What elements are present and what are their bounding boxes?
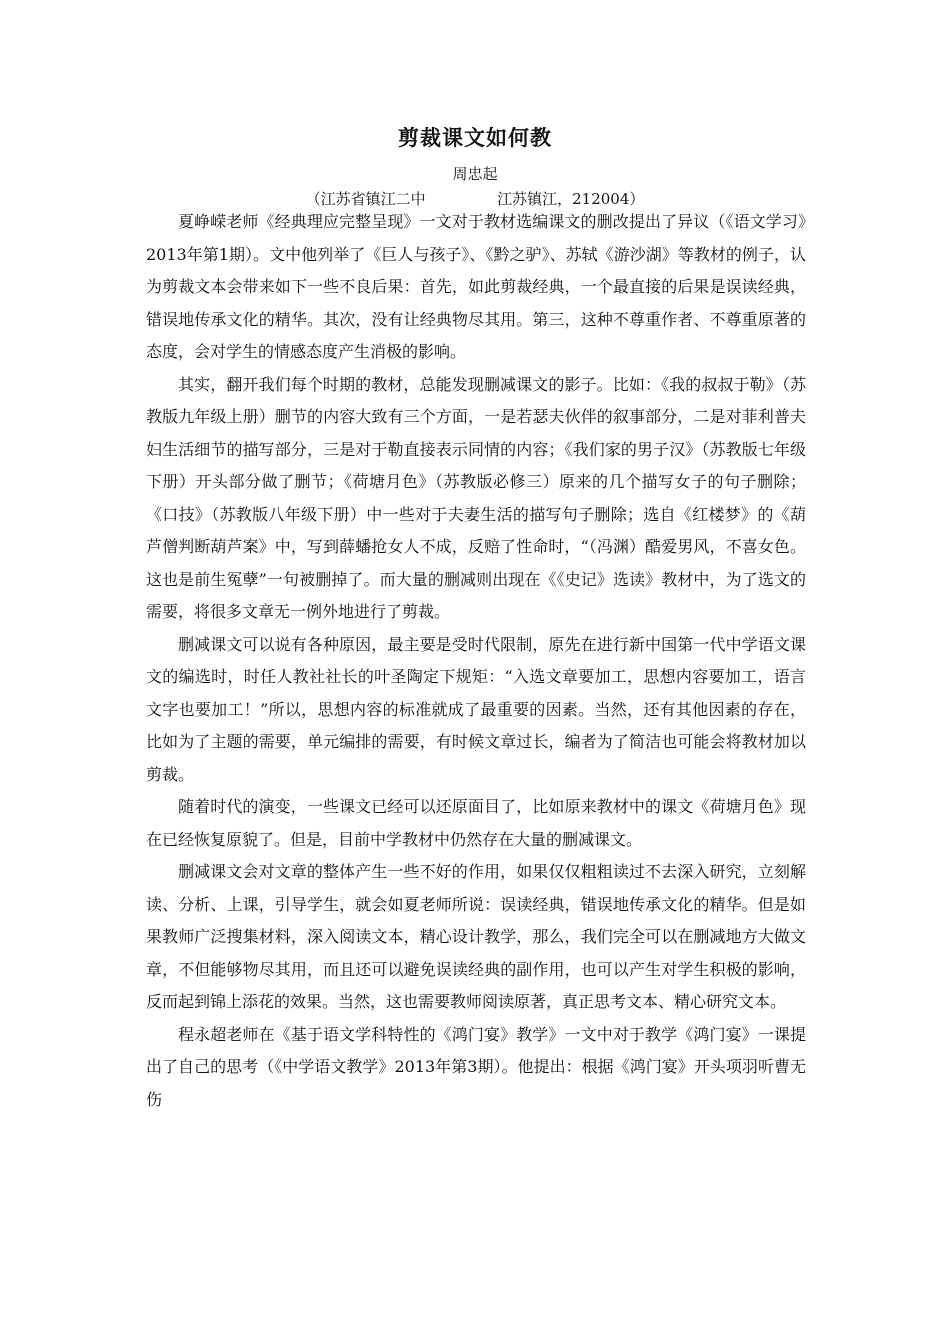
paragraph: 其实，翻开我们每个时期的教材，总能发现删减课文的影子。比如：《我的叔叔于勒》（苏教版九年级上册）删节的内容大致有三个方面，一是若瑟夫伙伴的叙事部分，二是对菲利普夫妇生活细节的描写部分，三是对于勒直接表示同情的内容；《我们家的男子汉》（苏教版七年级下册）开头部分做了删节；《荷塘月色》（苏教版必修三）原来的几个描写女子的句子删除；《口技》（苏教版八年级下册）中一些对于夫妻生活的描写句子删除；选自《红楼梦》的《葫芦僧判断葫芦案》中，写到薛蟠抢女人不成，反赔了性命时，“（冯渊）酷爱男风，不喜女色。这也是前生冤孽”一句被删掉了。而大量的删减则出现在《《史记》选读》教材中，为了选文的需要，将很多文章无一例外地进行了剪裁。 — [146, 374, 806, 621]
author-name: 周忠起 — [452, 165, 498, 183]
paragraph: 删减课文可以说有各种原因，最主要是受时代限制，原先在进行新中国第一代中学语文课文的编选时，时任人教社社长的叶圣陶定下规矩：“入选文章要加工，思想内容要加工，语言文字也要加工！”所以，思想内容的标准就成了最重要的因素。当然，还有其他因素的存在，比如为了主题的需要，单元编排的需要，有时候文章过长，编者为了简洁也可能会将教材加以剪裁。 — [146, 634, 806, 784]
article-body — [146, 206, 806, 1116]
paragraph: 随着时代的演变，一些课文已经可以还原面目了，比如原来教材中的课文《荷塘月色》现在已经恢复原貌了。但是，目前中学教材中仍然存在大量的删减课文。 — [146, 797, 806, 849]
article-title: 剪裁课文如何教 — [398, 125, 552, 150]
author-affiliation: （江苏省镇江二中 江苏镇江，212004） — [305, 190, 645, 208]
paragraph: 删减课文会对文章的整体产生一些不好的作用，如果仅仅粗粗读过不去深入研究，立刻解读、分析、上课，引导学生，就会如夏老师所说：误读经典，错误地传承文化的精华。但是如果教师广泛搜集材料，深入阅读文本，精心设计教学，那么，我们完全可以在删减地方大做文章，不但能够物尽其用，而且还可以避免误读经典的副作用，也可以产生对学生积极的影响，反而起到锦上添花的效果。当然，这也需要教师阅读原著，真正思考文本、精心研究文本。 — [146, 862, 806, 1011]
paragraph: 夏峥嵘老师《经典理应完整呈现》一文对于教材选编课文的删改提出了异议（《语文学习》2013年第1期）。文中他列举了《巨人与孩子》、《黔之驴》、苏轼《游沙湖》等教材的例子，认为剪裁文本会带来如下一些不良后果：首先，如此剪裁经典，一个最直接的后果是误读经典，错误地传承文化的精华。其次，没有让经典物尽其用。第三，这种不尊重作者、不尊重原著的态度，会对学生的情感态度产生消极的影响。 — [146, 212, 806, 361]
paragraph: 程永超老师在《基于语文学科特性的《鸿门宴》教学》一文中对于教学《鸿门宴》一课提出了自己的思考（《中学语文教学》2013年第3期）。他提出：根据《鸿门宴》开头项羽听曹无伤 — [146, 1024, 806, 1109]
